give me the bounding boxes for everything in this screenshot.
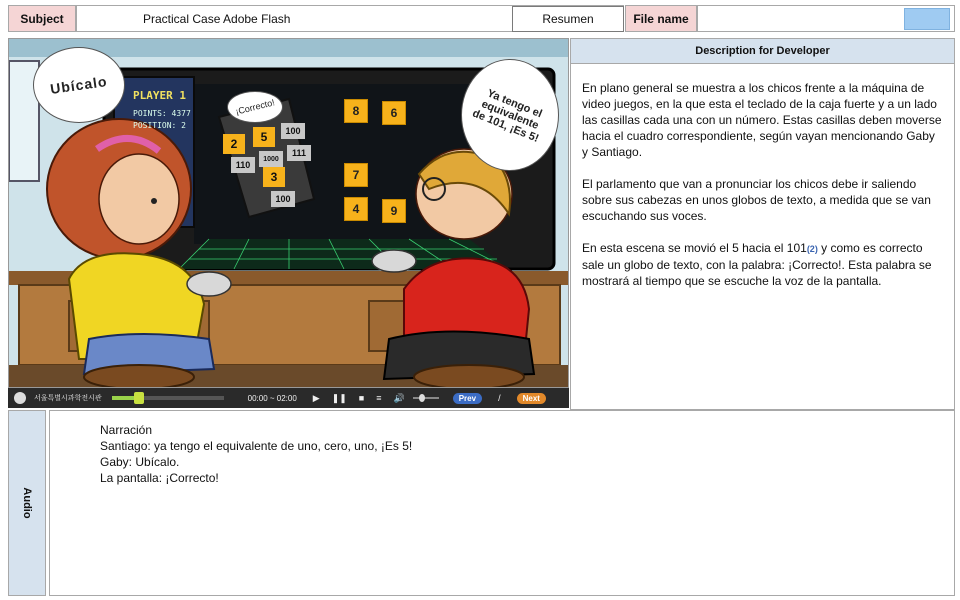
speech-bubble-gaby (33, 47, 125, 123)
keypad-cell: 111 (287, 145, 311, 161)
number-tile[interactable]: 9 (382, 199, 406, 223)
arcade-player-text: PLAYER 1 (133, 89, 186, 102)
file-name-label: File name (625, 5, 697, 32)
audio-line: Santiago: ya tengo el equivalente de uno, cero, uno, ¡Es 5! (100, 439, 413, 453)
number-tile[interactable]: 4 (344, 197, 368, 221)
audio-line: La pantalla: ¡Correcto! (100, 471, 219, 485)
audio-script (49, 410, 955, 596)
progress-fill (112, 396, 134, 400)
player-logo-text: 서울특별시과학전시관 (34, 395, 102, 402)
menu-icon[interactable]: ≡ (376, 393, 382, 403)
speech-bubble-correcto (227, 91, 283, 123)
resumen-button[interactable]: Resumen (512, 6, 624, 32)
keypad-cell: 100 (281, 123, 305, 139)
progress-handle[interactable] (134, 392, 144, 404)
volume-icon[interactable]: 🔊 (393, 392, 405, 403)
player-time: 00:00 ~ 02:00 (247, 393, 297, 403)
prev-button[interactable]: Prev (453, 393, 482, 404)
audio-label (8, 410, 46, 596)
keypad-cell: 5 (253, 127, 275, 147)
number-tile[interactable]: 7 (344, 163, 368, 187)
keypad-cell: 110 (231, 157, 255, 173)
speech-bubble-santiago-text: Ya tengo el equivalente de 101, ¡Es 5! (470, 87, 544, 145)
description-paragraph: En plano general se muestra a los chicos frente a la máquina de video juegos, en la que esta el teclado de la caja fuerte y a un lado las casillas cada una con un número. Estas casillas deben moverse hacia el cuadro correspondiente, según vayan mencionando Gaby y Santiago. (582, 81, 942, 159)
description-text: y como es correcto sale un globo de texto, con la palabra: ¡Correcto!. Esta palabra se mostrará al tiempo que se escuche la voz de la pantalla. (582, 241, 932, 288)
number-tile[interactable]: 6 (382, 101, 406, 125)
description-paragraph: El parlamento que van a pronunciar los chicos debe ir saliendo sobre sus cabezas en unos globos de texto, a medida que se van escuchando sus voces. (582, 177, 931, 223)
subject-title: Practical Case Adobe Flash (76, 5, 624, 32)
scene-illustration (8, 38, 569, 388)
volume-handle[interactable] (419, 394, 425, 402)
description-heading: Description for Developer (570, 38, 955, 64)
pause-icon[interactable]: ❚❚ (331, 392, 347, 403)
keypad-cell: 1000 (259, 151, 283, 167)
progress-track[interactable] (112, 396, 224, 400)
audio-label-text: Audio (21, 487, 33, 519)
speech-bubble-santiago (461, 59, 559, 171)
arcade-position-text: POSITION: 2 (133, 121, 186, 130)
player-control-bar (8, 388, 569, 408)
stop-icon[interactable]: ■ (358, 393, 365, 403)
volume-slider[interactable] (413, 397, 439, 399)
file-name-swatch (904, 8, 950, 30)
speech-bubble-gaby-text: Ubícalo (49, 73, 109, 97)
description-text: En esta escena se movió el 5 hacia el 101 (582, 241, 807, 255)
arcade-points-text: POINTS: 4377 (133, 109, 191, 118)
subject-label: Subject (8, 5, 76, 32)
keypad-cell: 3 (263, 167, 285, 187)
next-button[interactable]: Next (517, 393, 546, 404)
player-separator: / (498, 393, 501, 403)
footnote-marker: (2) (806, 244, 818, 254)
keypad-cell: 2 (223, 134, 245, 154)
play-icon[interactable]: ▶ (312, 392, 320, 403)
speech-bubble-correcto-text: ¡Correcto! (234, 97, 276, 117)
audio-line: Narración (100, 423, 153, 437)
description-body (570, 64, 955, 410)
description-paragraph (582, 240, 944, 289)
audio-line: Gaby: Ubícalo. (100, 455, 180, 469)
number-tile[interactable]: 8 (344, 99, 368, 123)
keypad-cell: 100 (271, 191, 295, 207)
player-logo-icon (14, 392, 26, 404)
